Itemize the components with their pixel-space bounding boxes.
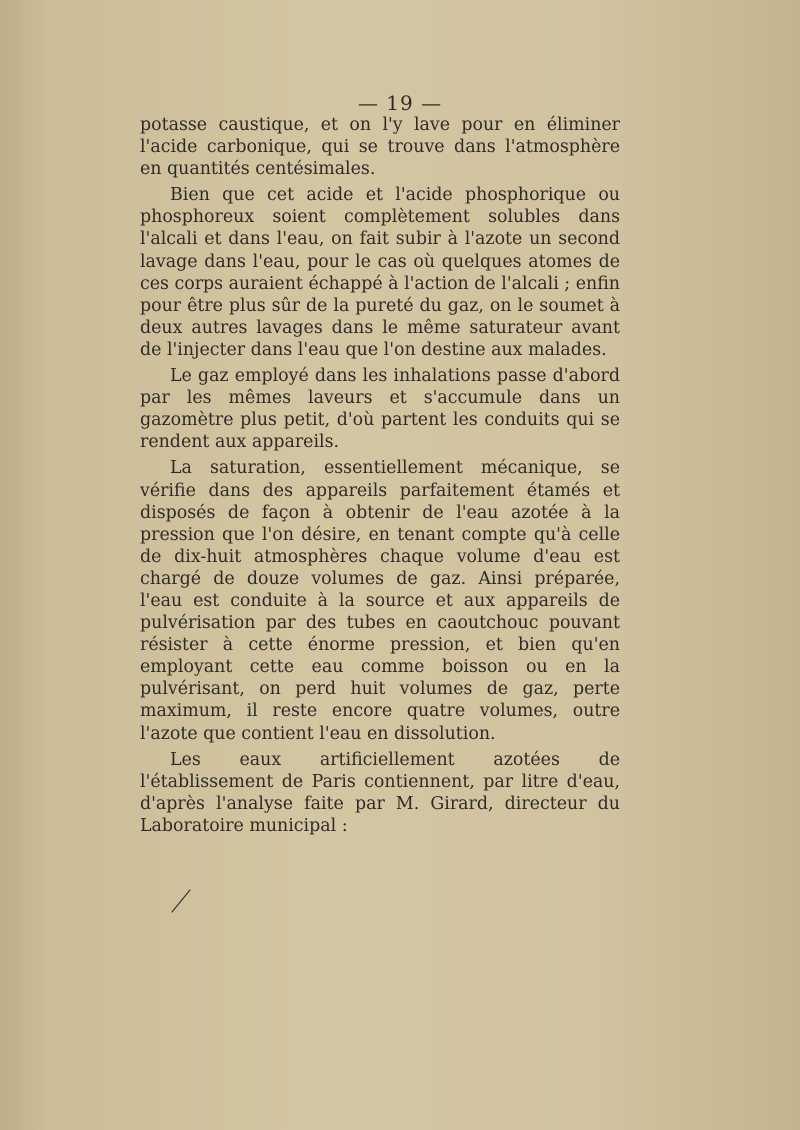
paragraph-2: Bien que cet acide et l'acide phosphorique ou phosphoreux soient complètement solubles dans l'alcali et dans l'eau, on fait subir à l'azote un second lavage dans l'eau, pour le cas où quelques atomes de ces corps auraient échappé à l'action de l'alcali ; enfin pour être plus sûr de la pureté du gaz, on le soumet à deux autres lavages dans le même saturateur avant de l'injecter dans l'eau que l'on destine aux malades. bbox=[140, 185, 620, 360]
pencil-stroke-mark bbox=[170, 888, 192, 914]
paragraph-5: Les eaux artificiellement azotées de l'établissement de Paris contiennent, par litre d'eau, d'après l'analyse faite par M. Girard, directeur du Laboratoire municipal : bbox=[140, 749, 620, 836]
page-number: — 19 — bbox=[357, 91, 443, 115]
paragraph-1: potasse caustique, et on l'y lave pour en éliminer l'acide carbonique, qui se trouve dans l'atmosphère en quantités centésimales. bbox=[140, 115, 620, 180]
paragraph-3: Le gaz employé dans les inhalations passe d'abord par les mêmes laveurs et s'accumule dans un gazomètre plus petit, d'où partent les conduits qui se rendent aux appareils. bbox=[140, 366, 620, 453]
body-text bbox=[140, 114, 620, 837]
paragraph-4: La saturation, essentiellement mécanique, se vérifie dans des appareils parfaitement étamés et disposés de façon à obtenir de l'eau azotée à la pression que l'on désire, en tenant compte qu'à celle de dix-huit atmosphères chaque volume d'eau est chargé de douze volumes de gaz. Ainsi préparée, l'eau est conduite à la source et aux appareils de pulvérisation par des tubes en caoutchouc pouvant résister à cette énorme pression, et bien qu'en employant cette eau comme boisson ou en la pulvérisant, on perd huit volumes de gaz, perte maximum, il reste encore quatre volumes, outre l'azote que contient l'eau en dissolution. bbox=[140, 458, 620, 744]
